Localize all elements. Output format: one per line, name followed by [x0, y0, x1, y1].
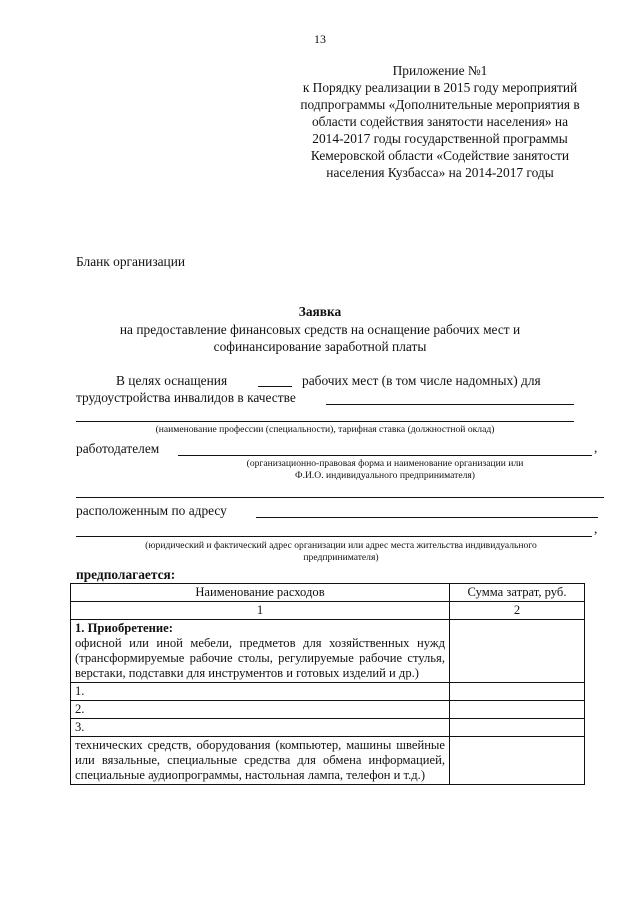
hint-org-line: (организационно-правовая форма и наименование организации или [246, 458, 524, 469]
hint-org [178, 458, 592, 482]
costs-table [70, 583, 585, 785]
appendix-line: области содействия занятости населения» на [311, 114, 569, 129]
hint-address-line: (юридический и фактический адрес организации или адрес места жительства индивидуального [145, 540, 537, 551]
address-label: расположенным по адресу [76, 503, 227, 518]
hint-profession: (наименование профессии (специальности), тарифная ставка (должностной оклад) [155, 424, 495, 435]
column-number: 1 [71, 602, 450, 620]
expense-cell [71, 620, 450, 683]
sum-cell[interactable] [450, 719, 585, 737]
table-row [71, 701, 585, 719]
subtitle-line: софинансирование заработной платы [213, 339, 427, 354]
profession-field[interactable] [326, 404, 574, 405]
comma: , [594, 521, 598, 536]
subtitle-line: на предоставление финансовых средств на оснащение рабочих мест и [119, 322, 521, 337]
table-number-row [71, 602, 585, 620]
sum-cell[interactable] [450, 620, 585, 683]
sum-cell[interactable] [450, 737, 585, 785]
appendix-line: к Порядку реализации в 2015 году мероприятий [302, 80, 578, 95]
expense-cell[interactable]: 1. [71, 683, 450, 701]
appendix-line: населения Кузбасса» на 2014-2017 годы [326, 165, 554, 180]
sum-cell[interactable] [450, 701, 585, 719]
page-number: 13 [314, 32, 326, 46]
hint-org-line: Ф.И.О. индивидуального предпринимателя) [295, 470, 475, 481]
document-title: Заявка [298, 304, 342, 319]
paragraph-continuation: трудоустройства инвалидов в качестве [76, 390, 296, 405]
table-row [71, 719, 585, 737]
appendix-line: подпрограммы «Дополнительные мероприятия в [300, 97, 580, 112]
table-row [71, 683, 585, 701]
paragraph-start: В целях оснащения [116, 373, 228, 388]
appendix-line: Кемеровской области «Содействие занятости [310, 148, 570, 163]
profession-field-line-2[interactable] [76, 421, 574, 422]
column-header-expenses: Наименование расходов [71, 584, 450, 602]
column-number: 2 [450, 602, 585, 620]
table-row [71, 620, 585, 683]
appendix-line: Приложение №1 [392, 63, 488, 78]
comma: , [594, 440, 598, 455]
expense-cell[interactable]: 2. [71, 701, 450, 719]
paragraph-end: рабочих мест (в том числе надомных) для [302, 373, 541, 388]
table-header-row [71, 584, 585, 602]
document-subtitle [60, 321, 580, 355]
employer-field-line-2[interactable] [76, 497, 604, 498]
letterhead-label: Бланк организации [76, 254, 186, 269]
hint-address-line: предпринимателя) [303, 552, 379, 563]
expense-cell[interactable]: 3. [71, 719, 450, 737]
address-field[interactable] [256, 517, 598, 518]
employer-field[interactable] [178, 455, 592, 456]
expense-text: офисной или иной мебели, предметов для хозяйственных нужд (трансформируемые рабочие столы, регулируемые рабочие стулья, верстаки, подставки для инструментов и готовых изделий и др.) [75, 636, 445, 680]
expected-label: предполагается: [76, 567, 176, 582]
appendix-line: 2014-2017 годы государственной программы [312, 131, 568, 146]
appendix-block [270, 62, 610, 181]
section-title: 1. Приобретение: [75, 621, 173, 635]
expense-cell: технических средств, оборудования (компьютер, машины швейные или вязальные, специальные средства для обмена информацией, специальные аудиопрограммы, настольная лампа, телефон и т.д.) [71, 737, 450, 785]
table-row [71, 737, 585, 785]
sum-cell[interactable] [450, 683, 585, 701]
employer-label: работодателем [76, 441, 160, 456]
column-header-sum: Сумма затрат, руб. [450, 584, 585, 602]
workplaces-count-field[interactable] [258, 374, 292, 387]
address-field-line-2[interactable] [76, 536, 592, 537]
hint-address [76, 540, 606, 564]
